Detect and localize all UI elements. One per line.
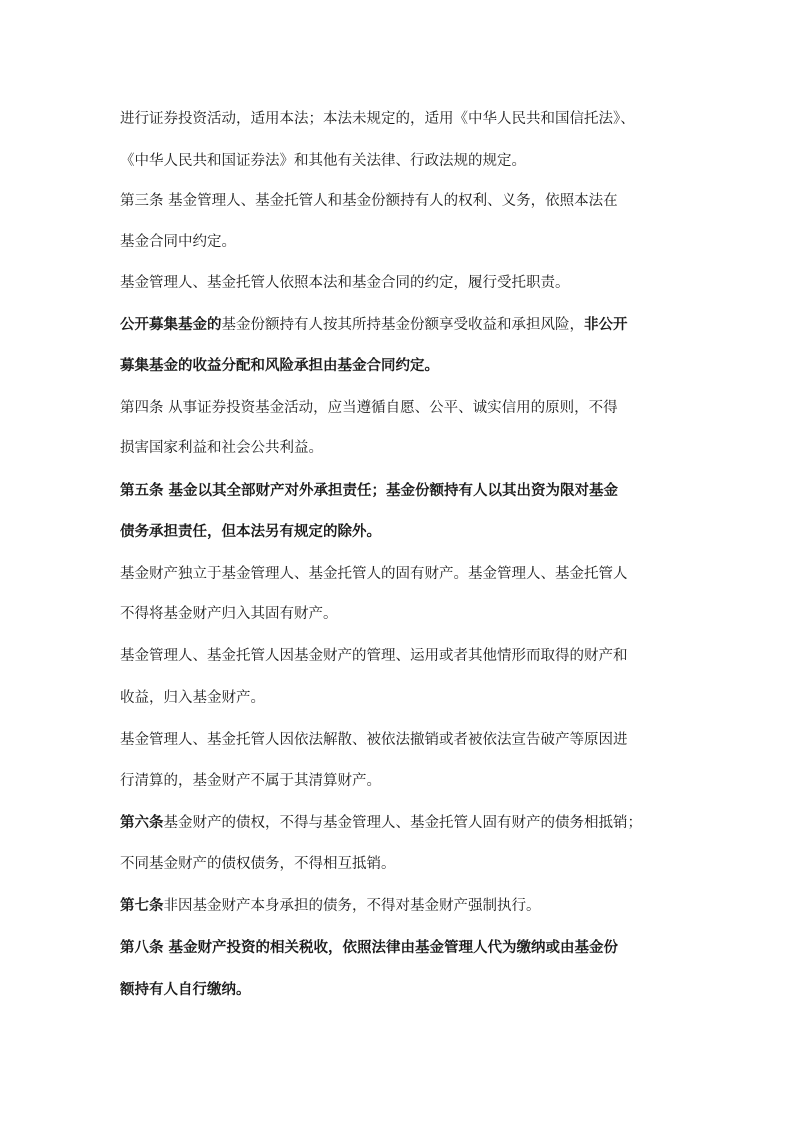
text-segment-bold: 募集基金的收益分配和风险承担由基金合同约定。	[120, 358, 439, 374]
text-line	[120, 273, 680, 293]
text-line	[120, 151, 680, 171]
text-segment: 基金财产独立于基金管理人、基金托管人的固有财产。基金管理人、基金托管人	[120, 566, 628, 582]
text-segment-bold: 第六条	[120, 815, 164, 831]
text-line	[120, 771, 680, 791]
text-segment: 不同基金财产的债权债务，不得相互抵销。	[120, 856, 396, 872]
text-segment: 第四条 从事证券投资基金活动，应当遵循自愿、公平、诚实信用的原则，不得	[120, 400, 618, 416]
text-line	[120, 854, 680, 874]
text-segment: 基金管理人、基金托管人依照本法和基金合同的约定，履行受托职责。	[120, 275, 570, 291]
text-segment: 《中华人民共和国证券法》和其他有关法律、行政法规的规定。	[120, 153, 526, 169]
text-segment: 非因基金财产本身承担的债务，不得对基金财产强制执行。	[163, 898, 541, 914]
text-line	[120, 315, 680, 335]
text-line	[120, 813, 680, 833]
text-line	[120, 191, 680, 211]
text-line	[120, 109, 680, 129]
text-line	[120, 564, 680, 584]
text-segment: 基金财产的债权，不得与基金管理人、基金托管人固有财产的债务相抵销；	[163, 815, 642, 831]
text-segment: 基金管理人、基金托管人因依法解散、被依法撤销或者被依法宣告破产等原因进	[120, 732, 628, 748]
text-segment-bold: 额持有人自行缴纳。	[120, 982, 251, 998]
text-segment: 基金合同中约定。	[120, 234, 236, 250]
text-line	[120, 980, 680, 1000]
text-segment: 损害国家利益和社会公共利益。	[120, 440, 323, 456]
text-segment: 行清算的，基金财产不属于其清算财产。	[120, 773, 381, 789]
text-segment-bold: 第八条 基金财产投资的相关税收，依照法律由基金管理人代为缴纳或由基金份	[120, 940, 619, 956]
text-line	[120, 232, 680, 252]
text-line	[120, 522, 680, 542]
text-line	[120, 730, 680, 750]
text-line	[120, 438, 680, 458]
text-segment-bold: 非公开	[584, 317, 628, 333]
text-line	[120, 688, 680, 708]
text-line	[120, 398, 680, 418]
text-segment-bold: 公开募集基金的	[120, 317, 222, 333]
text-segment: 基金管理人、基金托管人因基金财产的管理、运用或者其他情形而取得的财产和	[120, 648, 628, 664]
text-segment: 收益，归入基金财产。	[120, 690, 265, 706]
text-segment: 进行证券投资活动，适用本法；本法未规定的，适用《中华人民共和国信托法》、	[120, 111, 635, 127]
text-line	[120, 604, 680, 624]
text-segment: 第三条 基金管理人、基金托管人和基金份额持有人的权利、义务，依照本法在	[120, 193, 618, 209]
text-line	[120, 896, 680, 916]
text-line	[120, 356, 680, 376]
text-line	[120, 646, 680, 666]
text-line	[120, 938, 680, 958]
text-segment-bold: 第七条	[120, 898, 164, 914]
text-segment: 基金份额持有人按其所持基金份额享受收益和承担风险，	[221, 317, 584, 333]
text-segment: 不得将基金财产归入其固有财产。	[120, 606, 338, 622]
text-line	[120, 481, 680, 501]
text-segment-bold: 第五条 基金以其全部财产对外承担责任；基金份额持有人以其出资为限对基金	[120, 483, 619, 499]
text-segment-bold: 债务承担责任，但本法另有规定的除外。	[120, 524, 381, 540]
